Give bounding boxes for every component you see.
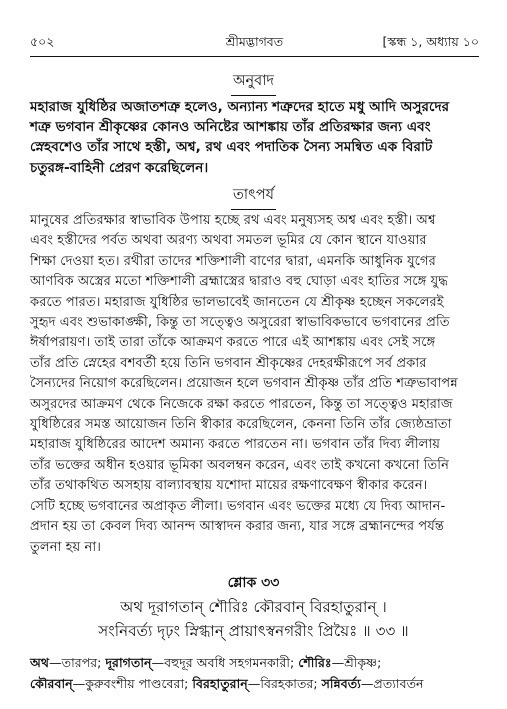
purport-line: ঈর্ষাপরায়ণ। তাই তারা তাঁকে আক্রমণ করতে পারে এই আশঙ্কায় এবং সেই সঙ্গে <box>30 335 436 351</box>
purport-line: সৈন্যদের নিয়োগ করেছিলেন। প্রয়োজন হলে ভগবান শ্রীকৃষ্ণ তাঁর প্রতি শত্রুভাবাপন্ন <box>30 376 458 392</box>
purport-line: যুধিষ্ঠিরের সমস্ত আয়োজন তিনি স্বীকার করেছিলেন, কেননা তিনি তাঁর জ্যেষ্ঠভ্রাতা <box>30 417 452 433</box>
purport-line: সেটি হচ্ছে ভগবানের অপ্রাকৃত লীলা। ভগবান এবং ভক্তের মধ্যে যে দিব্য আদান- <box>30 498 446 514</box>
synonym-meaning: —বিরহকাতর; <box>247 675 322 691</box>
verse-text <box>0 595 507 643</box>
purport-line: মহারাজ যুধিষ্ঠিরের আদেশ অমান্য করতে পারতেন না। ভগবান তাঁর দিব্য লীলায় <box>30 437 441 453</box>
translation-line: মহারাজ যুধিষ্ঠির অজাতশত্রু হলেও, অন্যান্য শত্রুদের হাতে মধু আদি অসুরদের <box>30 99 450 115</box>
purport-line: তুলনা হয় না। <box>30 539 101 555</box>
translation-line: স্নেহবশেও তাঁর সাথে হস্তী, অশ্ব, রথ এবং পদাতিক সৈন্য সমন্বিত এক বিরাট <box>30 139 433 156</box>
purport-heading: তাৎপর্য <box>0 184 507 210</box>
synonym-term: বিরহাতুরান্ <box>192 675 248 691</box>
purport-line: তাঁর প্রতি স্নেহের বশবর্তী হয়ে তিনি ভগবান শ্রীকৃষ্ণের দেহরক্ষীরূপে সর্ব প্রকার <box>30 355 427 371</box>
book-title: শ্রীমদ্ভাগবত <box>225 34 284 49</box>
purport-line: তাঁর ভক্তের অধীন হওয়ার ভূমিকা অবলম্বন করেন, এবং তাই কখনো কখনো তিনি <box>30 457 449 473</box>
synonym-term: সন্নিবর্ত্য <box>321 675 361 691</box>
verse-line: সংনিবর্ত্য দৃঢ়ং স্নিগ্ধান্ প্রায়াৎস্বনগরীং প্রিয়ৈঃ ॥ ৩৩ ॥ <box>98 622 409 640</box>
purport-line: এবং হস্তীদের পর্বত অথবা অরণ্য অথবা সমতল ভূমির যে কোন স্থানে যাওয়ার <box>30 233 427 249</box>
purport-line: আণবিক অস্ত্রের মতো শক্তিশালী ব্রহ্মাস্ত্রের দ্বারাও বহু ঘোড়া এবং হাতির সঙ্গে যুদ্ধ <box>30 274 448 290</box>
purport-line: মানুষের প্রতিরক্ষার স্বাভাবিক উপায় হচ্ছে রথ এবং মনুষ্যসহ অশ্ব এবং হস্তী। অশ্ব <box>30 213 436 228</box>
synonym-term: কৌরবান্ <box>30 675 73 691</box>
purport-line: প্রদান হয় তা কেবল দিব্য আনন্দ আস্বাদন করার জন্য, যার সঙ্গে ব্রহ্মানন্দের পর্যন্ত <box>30 519 444 535</box>
synonyms-line <box>30 653 479 674</box>
purport-line: সুহৃদ এবং শুভাকাঙ্ক্ষী, কিন্তু তা সত্ত্বেও অসুরেরা স্বাভাবিকভাবে ভগবানের প্রতি <box>30 315 450 331</box>
verse-line: অথ দূরাগতান্ শৌরিঃ কৌরবান্ বিরহাতুরান্ । <box>120 598 387 616</box>
synonyms-line <box>30 674 479 695</box>
synonym-meaning: —বহুদূর অবধি সহগমনকারী; <box>151 655 299 670</box>
translation-line: শত্রু ভগবান শ্রীকৃষ্ণের কোনও অনিষ্টের আশঙ্কায় তাঁর প্রতিরক্ষার জন্য এবং <box>30 119 431 136</box>
page-header <box>30 34 479 56</box>
translation-line: চতুরঙ্গ-বাহিনী প্রেরণ করেছিলেন। <box>30 159 209 176</box>
synonym-meaning: —প্রত্যাবর্তন <box>360 675 424 691</box>
synonym-meaning: —কুরুবংশীয় পাণ্ডবেরা; <box>72 675 193 691</box>
synonym-meaning: —তারপর; <box>49 655 106 670</box>
header-rule <box>30 56 479 57</box>
purport-line: করতে পারত। মহারাজ যুধিষ্ঠির ভালভাবেই জানতেন যে শ্রীকৃষ্ণ হচ্ছেন সকলেরই <box>30 294 444 310</box>
page-number: ৫০২ <box>30 34 55 49</box>
chapter-reference: [স্কন্ধ ১, অধ্যায় ১০ <box>382 34 479 49</box>
verse-number-label: শ্লোক ৩৩ <box>227 575 280 591</box>
purport-text <box>30 211 479 558</box>
synonyms-text <box>30 653 479 694</box>
purport-line: শিক্ষা দেওয়া হত। রথীরা তাদের শক্তিশালী বাণের দ্বারা, এমনকি আধুনিক যুগের <box>30 253 436 269</box>
purport-line: তাঁর তথাকথিত অসহায় বাল্যাবস্থায় যশোদা মায়ের রক্ষণাবেক্ষণ স্বীকার করেন। <box>30 478 428 494</box>
synonym-term: দূরাগতান্ <box>105 655 152 670</box>
synonym-term: শৌরিঃ <box>298 655 332 670</box>
translation-heading: অনুবাদ <box>0 70 507 96</box>
synonym-meaning: —শ্রীকৃষ্ণ; <box>331 655 382 670</box>
purport-line: অসুরদের আক্রমণ থেকে নিজেকে রক্ষা করতে পারতেন, কিন্তু তা সত্ত্বেও মহারাজ <box>30 396 453 412</box>
translation-text <box>30 97 479 178</box>
synonym-term: অথ <box>30 655 50 670</box>
